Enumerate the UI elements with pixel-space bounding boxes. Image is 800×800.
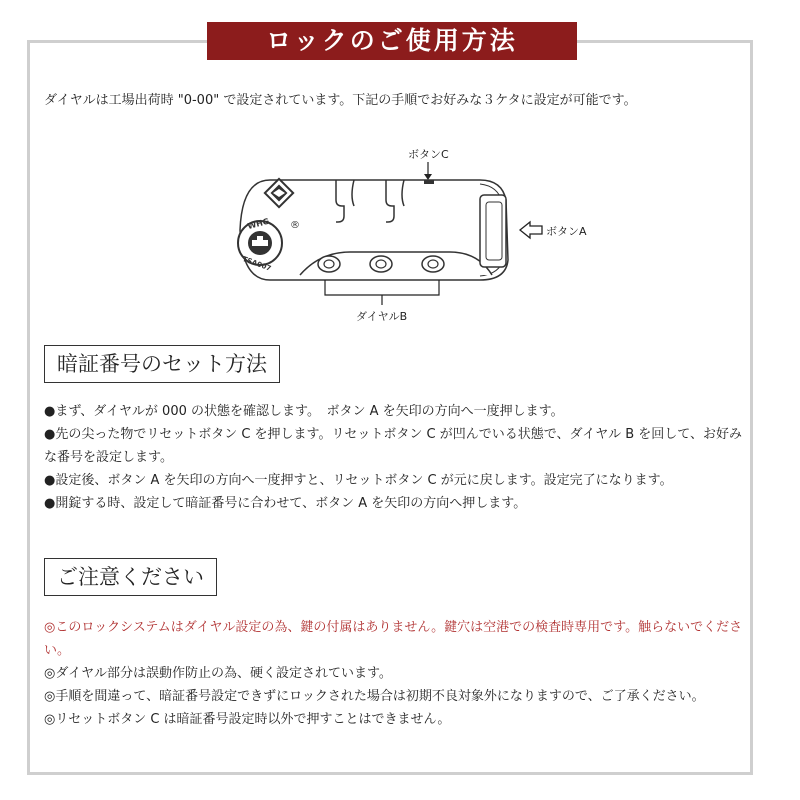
badge-text-bottom: TSA007 [241, 255, 273, 273]
page-title: ロックのご使用方法 [207, 22, 577, 60]
list-item: ●先の尖った物でリセットボタン C を押します。リセットボタン C が凹んでいる状態で、ダイヤル B を回して、お好みな番号を設定します。 [44, 427, 743, 465]
arrow-button-a-icon [520, 222, 542, 238]
button-a-shape [480, 195, 506, 267]
arrow-button-c-head [424, 174, 432, 180]
list-item: ●設定後、ボタン A を矢印の方向へ一度押すと、リセットボタン C が元に戻します。設定完了になります。 [44, 473, 673, 488]
label-button-a: ボタンA [546, 225, 587, 238]
dial-knob [318, 256, 340, 272]
dial-b-bracket [325, 280, 439, 295]
lock-diagram [230, 140, 600, 330]
intro-text: ダイヤルは工場出荷時 "0-00" で設定されています。下記の手順でお好みな３ケタに設定が可能です。 [44, 93, 637, 108]
dial-knob [422, 256, 444, 272]
setup-list [44, 400, 749, 515]
label-dial-b: ダイヤルB [356, 310, 408, 323]
notice-item: ◎手順を間違って、暗証番号設定できずにロックされた場合は初期不良対象外になりますので、ご了承ください。 [44, 689, 705, 704]
badge-text-top: WHG [246, 216, 271, 232]
notice-list [44, 616, 744, 731]
notice-item: ◎ダイヤル部分は誤動作防止の為、硬く設定されています。 [44, 666, 392, 681]
dial-knob [370, 256, 392, 272]
notice-item: ◎このロックシステムはダイヤル設定の為、鍵の付属はありません。鍵穴は空港での検査時専用です。触らないでください。 [44, 620, 743, 658]
button-c-shape [424, 180, 434, 184]
setup-heading: 暗証番号のセット方法 [44, 345, 280, 383]
notice-item: ◎リセットボタン C は暗証番号設定時以外で押すことはできません。 [44, 712, 451, 727]
registered-mark: ® [290, 220, 300, 231]
notice-heading: ご注意ください [44, 558, 217, 596]
label-button-c: ボタンC [408, 148, 449, 161]
list-item: ●まず、ダイヤルが 000 の状態を確認します。 ボタン A を矢印の方向へ一度押します。 [44, 404, 564, 419]
list-item: ●開錠する時、設定して暗証番号に合わせて、ボタン A を矢印の方向へ押します。 [44, 496, 527, 511]
